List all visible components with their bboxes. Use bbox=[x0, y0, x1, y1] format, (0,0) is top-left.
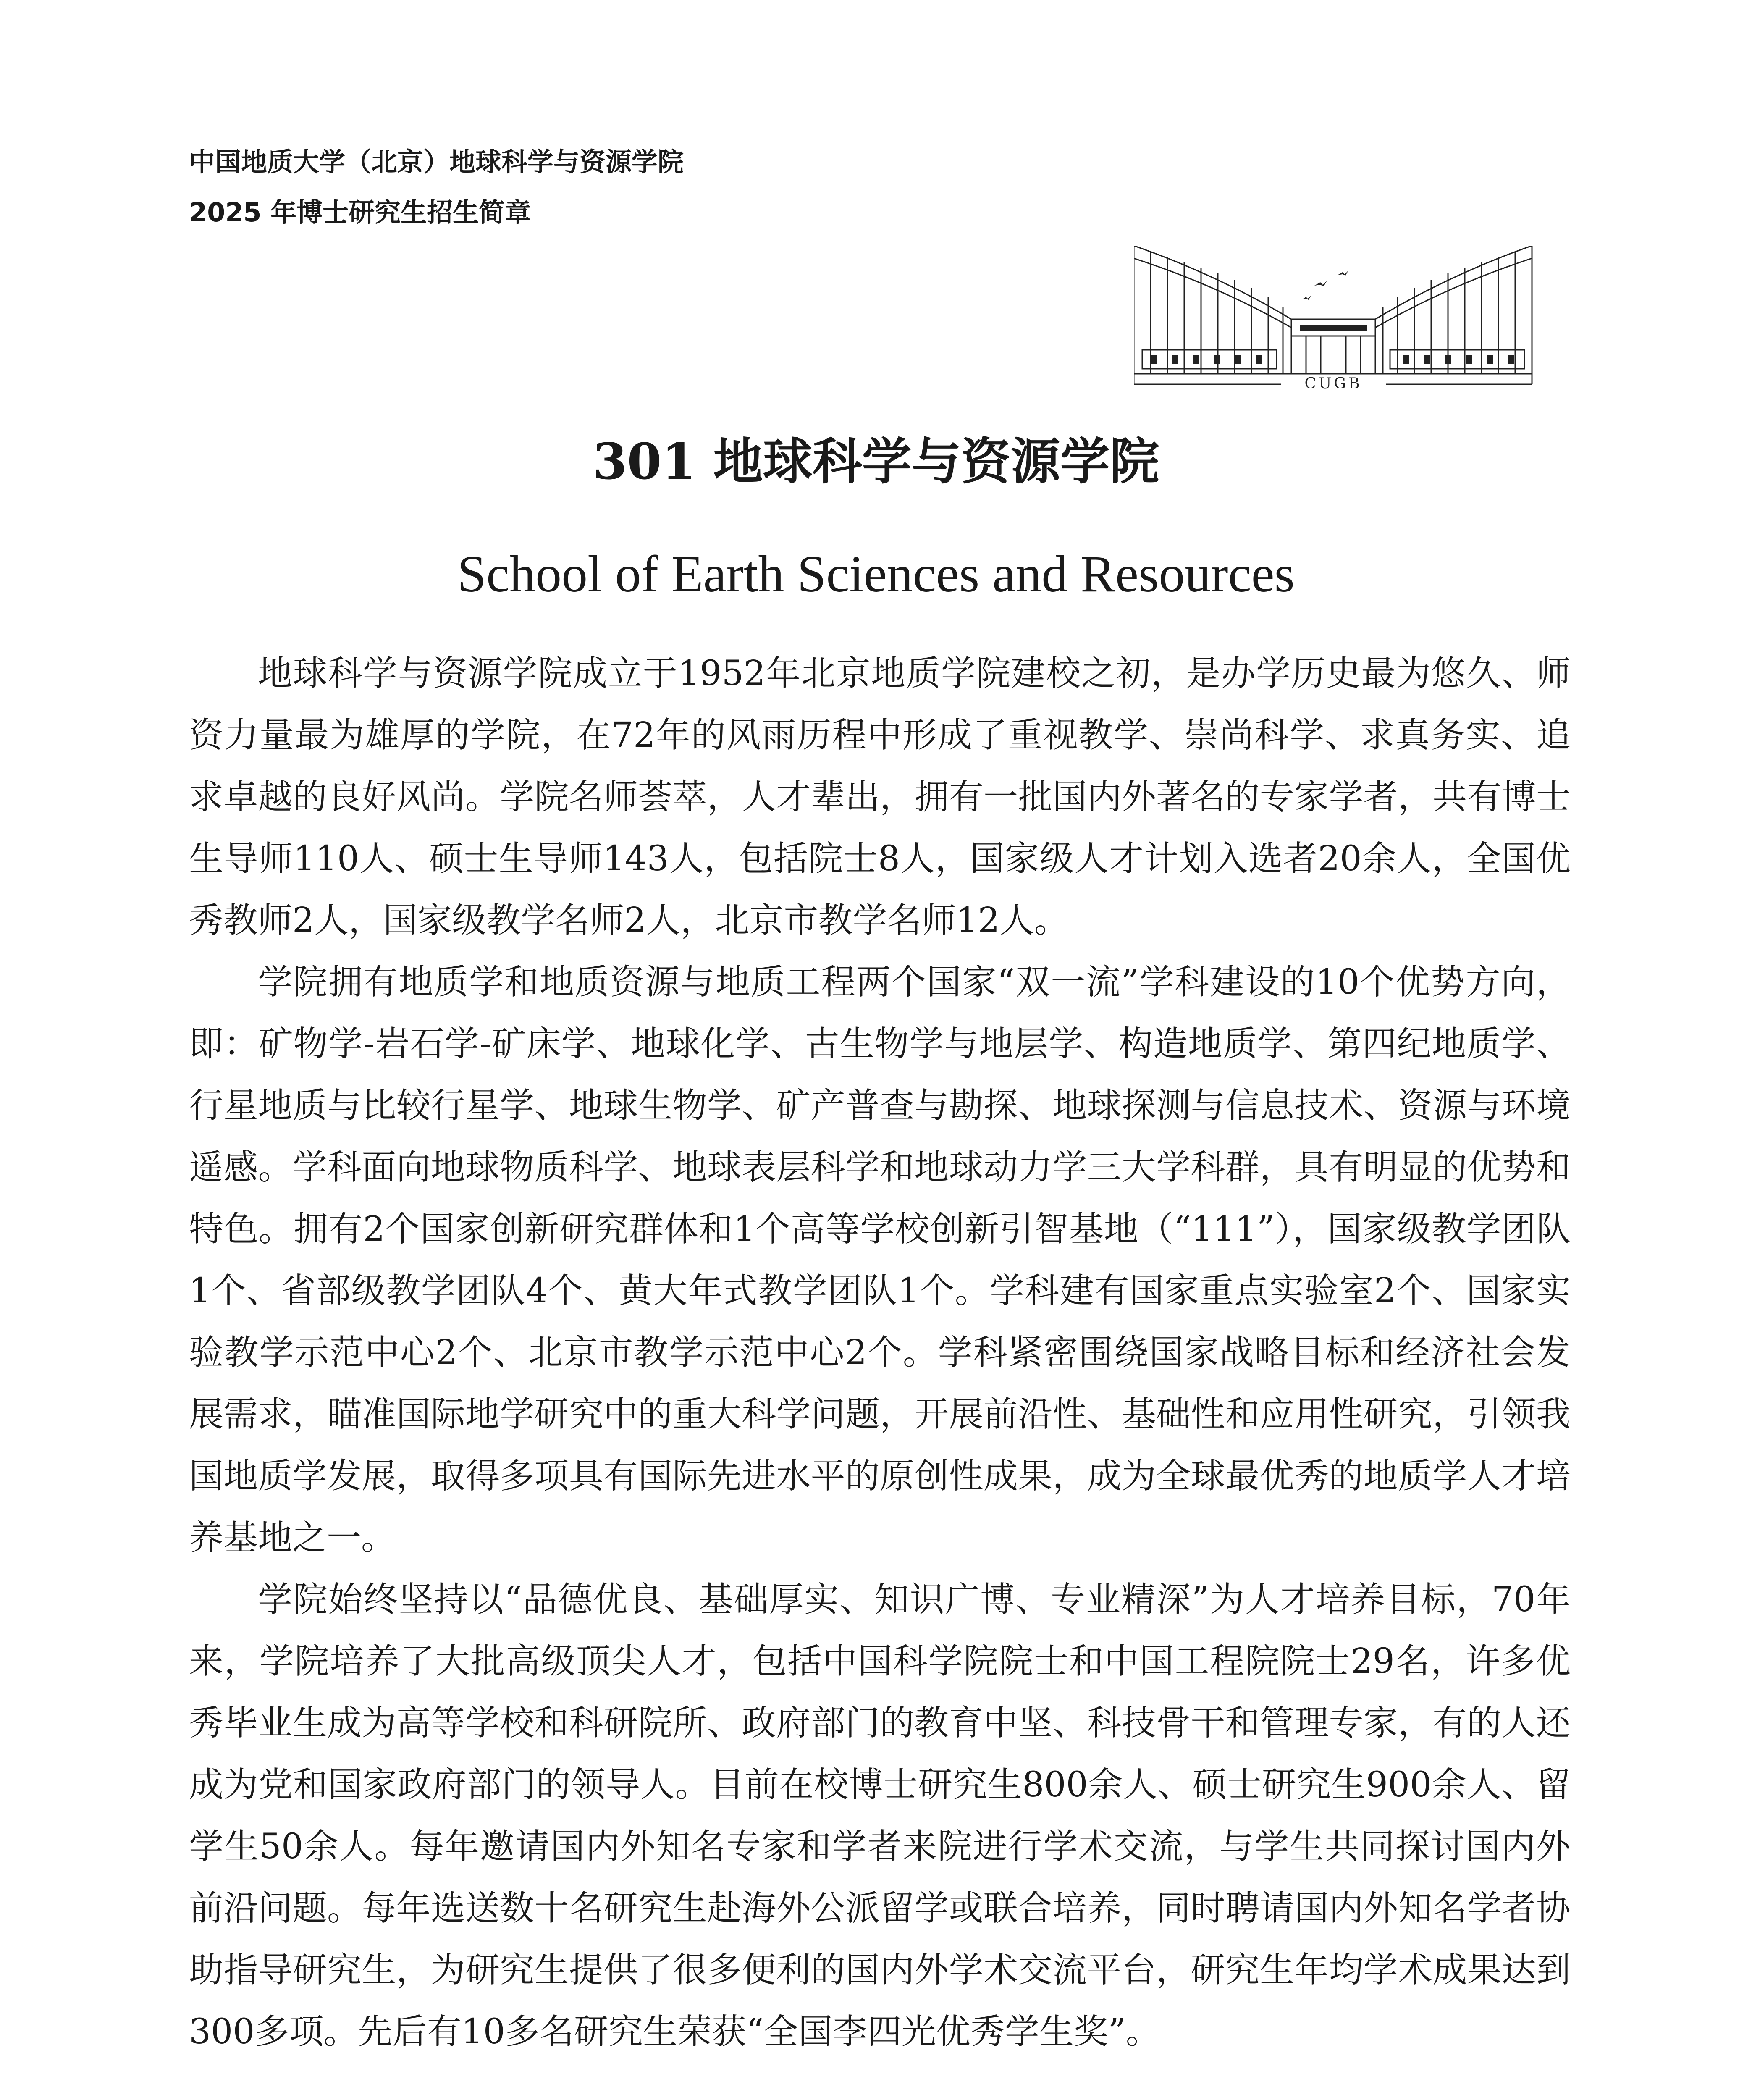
paragraph-disciplines: 学院拥有地质学和地质资源与地质工程两个国家“双一流”学科建设的10个优势方向，即：矿物学-岩石学-矿床学、地球化学、古生物学与地层学、构造地质学、第四纪地质学、行星地质与比较行星学、地球生物学、矿产普查与勘探、地球探测与信息技术、资源与环境遥感。学科面向地球物质科学、地球表层科学和地球动力学三大学科群，具有明显的优势和特色。拥有2个国家创新研究群体和1个高等学校创新引智基地（“111”），国家级教学团队1个、省部级教学团队4个、黄大年式教学团队1个。学科建有国家重点实验室2个、国家实验教学示范中心2个、北京市教学示范中心2个。学科紧密围绕国家战略目标和经济社会发展需求，瞄准国际地学研究中的重大科学问题，开展前沿性、基础性和应用性研究，引领我国地质学发展，取得多项具有国际先进水平的原创性成果，成为全球最优秀的地质学人才培养基地之一。 bbox=[189, 962, 1571, 1558]
paragraph-intro: 地球科学与资源学院成立于1952年北京地质学院建校之初，是办学历史最为悠久、师资力量最为雄厚的学院，在72年的风雨历程中形成了重视教学、崇尚科学、求真务实、追求卓越的良好风尚。学院名师荟萃，人才辈出，拥有一批国内外著名的专家学者，共有博士生导师110人、硕士生导师143人，包括院士8人，国家级人才计划入选者20余人，全国优秀教师2人，国家级教学名师2人，北京市教学名师12人。 bbox=[189, 654, 1571, 940]
campus-building-icon bbox=[1134, 246, 1533, 412]
body-text bbox=[189, 643, 1571, 2063]
header-brochure-title: 2025 年博士研究生招生简章 bbox=[189, 197, 531, 228]
header-institution: 中国地质大学（北京）地球科学与资源学院 bbox=[189, 147, 684, 177]
logo-cugb-text: CUGB bbox=[1304, 375, 1362, 392]
page-title-chinese: 301 地球科学与资源学院 bbox=[593, 432, 1159, 491]
paragraph-students: 学院始终坚持以“品德优良、基础厚实、知识广博、专业精深”为人才培养目标，70年来，学院培养了大批高级顶尖人才，包括中国科学院院士和中国工程院院士29名，许多优秀毕业生成为高等学校和科研院所、政府部门的教育中坚、科技骨干和管理专家，有的人还成为党和国家政府部门的领导人。目前在校博士研究生800余人、硕士研究生900余人、留学生50余人。每年邀请国内外知名专家和学者来院进行学术交流，与学生共同探讨国内外前沿问题。每年选送数十名研究生赴海外公派留学或联合培养，同时聘请国内外知名学者协助指导研究生，为研究生提供了很多便利的国内外学术交流平台，研究生年均学术成果达到300多项。先后有10多名研究生荣获“全国李四光优秀学生奖”。 bbox=[189, 1580, 1571, 2052]
page-title-english: School of Earth Sciences and Resources bbox=[457, 545, 1295, 603]
